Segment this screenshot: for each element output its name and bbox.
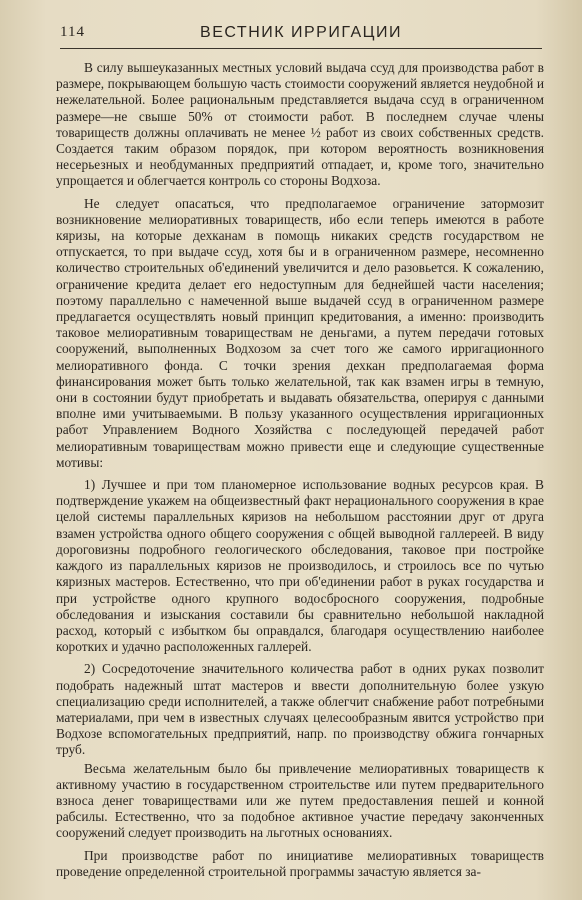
- page-number: 114: [60, 24, 85, 40]
- header-rule: [60, 48, 542, 49]
- paragraph: Весьма желательным было бы привлечение мелиоративных товариществ к активному участию в государственном строительстве или путем предварительного взноса денег товариществами или же путем предоставления пешей и конной рабсилы. Естественно, что за подобное активное участие передачу законченных сооружений следует производить на льготных основаниях.: [56, 760, 544, 841]
- article-body: [56, 60, 544, 886]
- page-header: [60, 24, 542, 46]
- paragraph: 1) Лучшее и при том планомерное использование водных ресурсов края. В подтверждение укажем на общеизвестный факт нерационального сооружения в крае целой системы параллельных кяризов на небольшом расстоянии друг от друга взамен устройства одного общего сооружения с общей выводной галлереей. В виду дороговизны подробного геологического обследования, таковое при постройке каждого из параллельных кяризов не производилось, и строилось все по чутью кяризных мастеров. Естественно, что при об'единении работ в руках государства и при устройстве одного крупного водосбросного сооружения, подробные обследования и изыскания составили бы сравнительно небольшой накладной расход, который с избытком бы оправдался, благодаря осуществлению наиболее коротких и удачно расположенных галлерей.: [56, 477, 544, 655]
- journal-title: ВЕСТНИК ИРРИГАЦИИ: [200, 24, 402, 41]
- paragraph: 2) Сосредоточение значительного количества работ в одних руках позволит подобрать надежный штат мастеров и ввести дополнительную более узкую специализацию среди исполнителей, а также облегчит снабжение работ потребными материалами, при чем в известных случаях целесообразным явится устройство при Водхозе вспомогательных предприятий, напр. по производству обжига гончарных труб.: [56, 661, 544, 758]
- paragraph: В силу вышеуказанных местных условий выдача ссуд для производства работ в размере, покрывающем большую часть стоимости сооружений является неудобной и нежелательной. Более рациональным представляется выдача ссуд в ограниченном размере—не свыше 50% от стоимости работ. В последнем случае члены товариществ должны оплачивать не менее ½ работ из своих собственных средств. Создается таким образом порядок, при котором вероятность возникновения несерьезных и необдуманных предприятий отпадает, и, кроме того, значительно упрощается и облегчается контроль со стороны Водхоза.: [56, 60, 544, 189]
- paragraph: Не следует опасаться, что предполагаемое ограничение затормозит возникновение мелиоративных товариществ, ибо если теперь имеются в работе кяризы, на которые дехканам в помощь никаких средств государством не отпускается, то при выдаче ссуд, хотя бы и в ограниченном размере, несомненно количество строительных об'единений увеличится и дело разовьется. К сожалению, ограничение кредита делает его недоступным для беднейшей части населения; поэтому параллельно с намеченной выше выдачей ссуд в ограниченном размере предлагается осуществлять новый принцип кредитования, а именно: производить таковое мелиоративным товариществам не деньгами, а путем передачи готовых сооружений, выполненных Водхозом за счет того же самого ирригационного мелиоративного фонда. С точки зрения дехкан предполагаемая форма финансирования может быть только желательной, так как взамен игры в темную, они в состоянии будут приобретать и выдавать обязательства, оперируя с данными вполне ими учитываемыми. В пользу указанного осуществления ирригационных работ Управлением Водного Хозяйства с последующей передачей работ мелиоративным товариществам можно привести еще и следующие существенные мотивы:: [56, 195, 544, 470]
- paragraph: При производстве работ по инициативе мелиоративных товариществ проведение определенной строительной программы зачастую является за-: [56, 847, 544, 879]
